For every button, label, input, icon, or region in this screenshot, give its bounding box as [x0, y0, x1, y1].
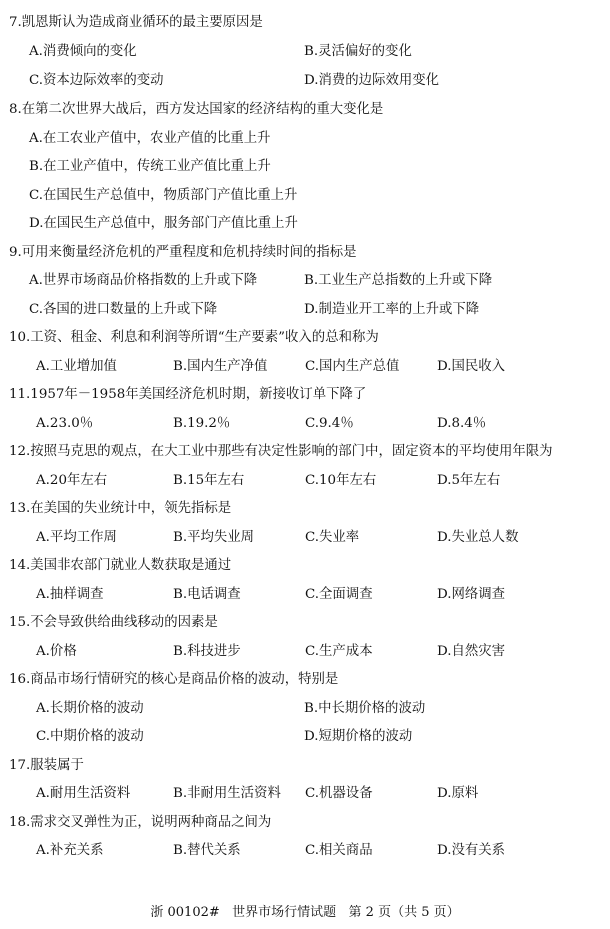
question-stem: 15.不会导致供给曲线移动的因素是: [9, 615, 218, 630]
question-option: D.8.4％: [437, 416, 487, 431]
question-option: A.平均工作周: [36, 530, 117, 545]
question-option: D.国民收入: [437, 359, 506, 374]
question-option: D.短期价格的波动: [304, 729, 413, 744]
question-option: D.原料: [437, 786, 479, 801]
question-option: C.资本边际效率的变动: [29, 73, 164, 88]
question-option: D.制造业开工率的上升或下降: [304, 302, 480, 317]
question-option: A.耐用生活资料: [36, 786, 131, 801]
question-stem: 16.商品市场行情研究的核心是商品价格的波动，特别是: [9, 672, 339, 687]
question-option: B.非耐用生活资料: [173, 786, 281, 801]
question-option: D.网络调查: [437, 587, 506, 602]
question-option: B.工业生产总指数的上升或下降: [304, 273, 493, 288]
question-option: C.9.4％: [305, 416, 354, 431]
question-option: B.平均失业周: [173, 530, 255, 545]
question-option: A.23.0％: [36, 416, 94, 431]
question-option: B.在工业产值中，传统工业产值比重上升: [29, 159, 271, 174]
question-option: B.科技进步: [173, 644, 241, 659]
question-stem: 14.美国非农部门就业人数获取是通过: [9, 558, 232, 573]
question-stem: 13.在美国的失业统计中，领先指标是: [9, 501, 232, 516]
question-option: B.中长期价格的波动: [304, 701, 426, 716]
question-option: C.全面调查: [305, 587, 373, 602]
question-option: B.灵活偏好的变化: [304, 44, 412, 59]
question-option: B.国内生产净值: [173, 359, 268, 374]
page-footer: 浙 00102# 世界市场行情试题 第 2 页（共 5 页）: [150, 905, 460, 920]
question-option: A.工业增加值: [36, 359, 117, 374]
question-option: C.失业率: [305, 530, 360, 545]
question-option: A.补充关系: [36, 843, 104, 858]
question-option: D.没有关系: [437, 843, 506, 858]
question-option: A.消费倾向的变化: [29, 44, 137, 59]
question-option: C.各国的进口数量的上升或下降: [29, 302, 218, 317]
question-stem: 10.工资、租金、利息和利润等所谓“生产要素”收入的总和称为: [9, 330, 379, 345]
question-stem: 18.需求交叉弹性为正，说明两种商品之间为: [9, 815, 272, 830]
question-option: D.自然灾害: [437, 644, 506, 659]
question-option: C.国内生产总值: [305, 359, 400, 374]
question-option: A.世界市场商品价格指数的上升或下降: [29, 273, 258, 288]
question-option: D.5年左右: [437, 473, 501, 488]
question-stem: 7.凯恩斯认为造成商业循环的最主要原因是: [9, 15, 263, 30]
question-option: C.生产成本: [305, 644, 373, 659]
question-option: B.替代关系: [173, 843, 241, 858]
question-option: B.19.2％: [173, 416, 231, 431]
question-stem: 12.按照马克思的观点，在大工业中那些有决定性影响的部门中，固定资本的平均使用年限为: [9, 444, 553, 459]
question-stem: 8.在第二次世界大战后，西方发达国家的经济结构的重大变化是: [9, 102, 384, 117]
question-option: C.在国民生产总值中，物质部门产值比重上升: [29, 188, 298, 203]
question-option: B.15年左右: [173, 473, 245, 488]
question-option: C.中期价格的波动: [36, 729, 144, 744]
question-stem: 11.1957年－1958年美国经济危机时期，新接收订单下降了: [9, 387, 367, 402]
question-option: B.电话调查: [173, 587, 241, 602]
question-option: A.价格: [36, 644, 77, 659]
question-option: A.在工农业产值中，农业产值的比重上升: [29, 131, 271, 146]
question-option: C.机器设备: [305, 786, 373, 801]
question-option: C.相关商品: [305, 843, 373, 858]
question-option: A.20年左右: [36, 473, 108, 488]
question-option: A.长期价格的波动: [36, 701, 144, 716]
question-stem: 17.服装属于: [9, 758, 84, 773]
question-option: C.10年左右: [305, 473, 377, 488]
question-option: A.抽样调查: [36, 587, 104, 602]
question-option: D.消费的边际效用变化: [304, 73, 440, 88]
question-option: D.在国民生产总值中，服务部门产值比重上升: [29, 216, 298, 231]
question-stem: 9.可用来衡量经济危机的严重程度和危机持续时间的指标是: [9, 245, 357, 260]
question-option: D.失业总人数: [437, 530, 519, 545]
